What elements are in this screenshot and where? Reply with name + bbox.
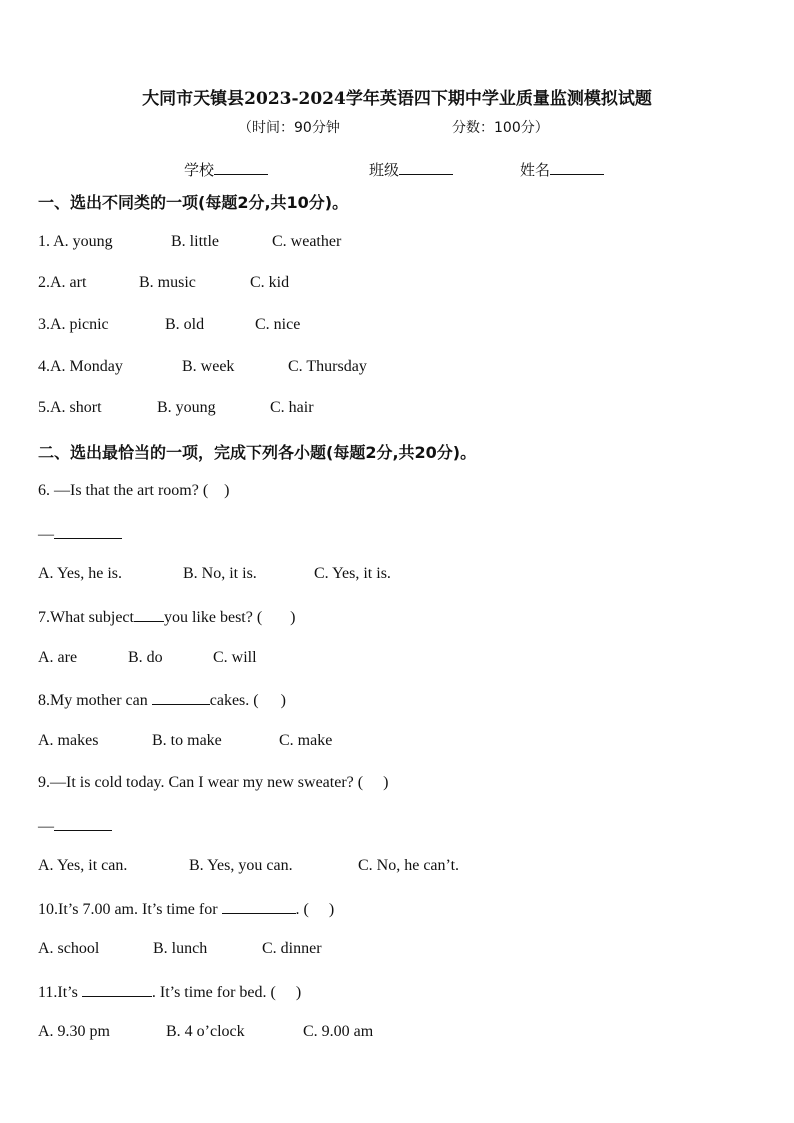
section-2-heading: 二、选出最恰当的一项，完成下列各小题(每题2分,共20分)。 <box>38 443 477 462</box>
question-10-options <box>38 940 322 958</box>
option-c: C. make <box>279 732 333 749</box>
option-b: B. Yes, you can. <box>189 857 293 874</box>
dash: — <box>38 818 54 835</box>
option-a: A. Yes, he is. <box>38 565 123 582</box>
question-number: 4. <box>38 358 50 375</box>
option-b: B. old <box>165 316 205 333</box>
name-field <box>520 159 604 180</box>
question-6-answer-line <box>38 524 122 544</box>
question-11 <box>38 982 301 1002</box>
option-a: A. are <box>38 649 78 666</box>
option-b: B. lunch <box>153 940 208 957</box>
question-10 <box>38 899 334 919</box>
option-c: C. No, he can’t. <box>358 857 460 874</box>
option-c: C. kid <box>250 274 290 291</box>
time-limit: （时间：90分钟 <box>238 120 340 136</box>
total-score: 分数：100分） <box>452 120 549 136</box>
question-7-options <box>38 649 257 667</box>
option-a: A. Monday <box>50 358 123 375</box>
question-9-options <box>38 857 460 875</box>
option-c: C. 9.00 am <box>303 1023 374 1040</box>
question-stem-cont: cakes. ( <box>209 692 259 709</box>
answer-blank[interactable] <box>82 982 152 997</box>
option-a: A. short <box>50 399 102 416</box>
school-blank[interactable] <box>214 160 268 175</box>
option-b: B. music <box>139 274 196 291</box>
answer-blank[interactable] <box>134 607 164 622</box>
question-stem-cont: . ( <box>295 901 309 918</box>
class-field <box>369 159 453 180</box>
question-8 <box>38 690 286 710</box>
option-b: B. No, it is. <box>183 565 257 582</box>
school-label: 学校 <box>184 161 215 179</box>
option-a: A. art <box>50 274 87 291</box>
question-11-options <box>38 1023 374 1041</box>
class-blank[interactable] <box>399 160 453 175</box>
option-b: B. to make <box>152 732 222 749</box>
question-number: 1. <box>38 233 54 250</box>
option-a: A. 9.30 pm <box>38 1023 110 1040</box>
question-stem: 8.My mother can <box>38 692 148 709</box>
question-5 <box>38 399 314 417</box>
option-c: C. dinner <box>262 940 322 957</box>
close-paren: ) <box>224 482 230 499</box>
question-9-answer-line <box>38 816 112 836</box>
answer-blank[interactable] <box>54 524 122 539</box>
option-b: B. do <box>128 649 163 666</box>
question-9 <box>38 774 388 792</box>
close-paren: ) <box>328 901 335 918</box>
section-1-heading: 一、选出不同类的一项(每题2分,共10分)。 <box>38 193 349 212</box>
option-b: B. week <box>182 358 235 375</box>
question-stem: 6. —Is that the art room? ( <box>38 482 209 499</box>
option-a: A. young <box>53 233 113 250</box>
option-a: A. makes <box>38 732 99 749</box>
option-b: B. little <box>171 233 219 250</box>
question-8-options <box>38 732 333 750</box>
school-field <box>184 159 268 180</box>
option-a: A. picnic <box>50 316 109 333</box>
option-b: B. 4 o’clock <box>166 1023 245 1040</box>
question-stem: 9.—It is cold today. Can I wear my new sweater? ( <box>38 774 364 791</box>
answer-blank[interactable] <box>222 899 296 914</box>
close-paren: ) <box>383 774 389 791</box>
close-paren: ) <box>280 692 286 709</box>
option-b: B. young <box>157 399 216 416</box>
question-stem: 11.It’s <box>38 984 78 1001</box>
question-stem-cont: you like best? ( <box>163 609 263 626</box>
question-number: 2. <box>38 274 50 291</box>
option-c: C. hair <box>270 399 314 416</box>
question-7 <box>38 607 296 627</box>
option-a: A. school <box>38 940 100 957</box>
option-c: C. weather <box>272 233 342 250</box>
name-blank[interactable] <box>550 160 604 175</box>
question-6-options <box>38 565 391 583</box>
option-c: C. nice <box>255 316 301 333</box>
question-number: 5. <box>38 399 50 416</box>
option-c: C. Thursday <box>288 358 367 375</box>
question-stem-cont: . It’s time for bed. ( <box>151 984 276 1001</box>
answer-blank[interactable] <box>152 690 210 705</box>
question-stem: 7.What subject <box>38 609 134 626</box>
class-label: 班级 <box>369 161 400 179</box>
question-2 <box>38 274 290 292</box>
option-c: C. will <box>213 649 257 666</box>
question-stem: 10.It’s 7.00 am. It’s time for <box>38 901 218 918</box>
question-number: 3. <box>38 316 50 333</box>
question-6 <box>38 482 230 500</box>
dash: — <box>38 526 54 543</box>
close-paren: ) <box>290 609 296 626</box>
name-label: 姓名 <box>520 161 551 179</box>
option-a: A. Yes, it can. <box>38 857 128 874</box>
question-3 <box>38 316 301 334</box>
question-1 <box>38 233 342 251</box>
answer-blank[interactable] <box>54 816 112 831</box>
option-c: C. Yes, it is. <box>314 565 391 582</box>
close-paren: ) <box>295 984 302 1001</box>
question-4 <box>38 358 367 376</box>
page-title: 大同市天镇县2023-2024学年英语四下期中学业质量监测模拟试题 <box>142 89 652 109</box>
